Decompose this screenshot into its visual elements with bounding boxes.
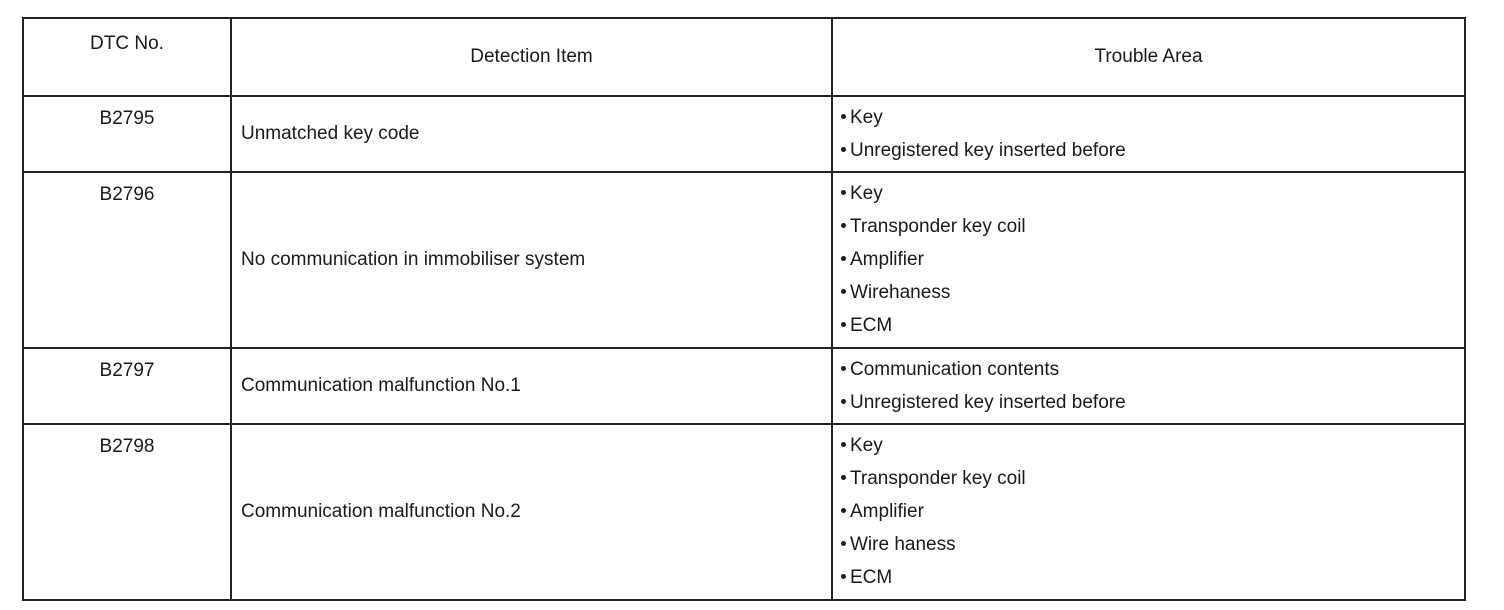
trouble-area-text: Transponder key coil [850,468,1026,489]
detection-item: Unmatched key code [231,96,832,172]
dtc-code: B2795 [23,96,231,172]
trouble-area-text: Communication contents [850,359,1060,380]
trouble-area [832,424,1465,600]
bullet-icon [841,223,846,228]
table-row [23,96,1465,172]
header-dtc-no: DTC No. [23,18,231,96]
dtc-code: B2798 [23,424,231,600]
bullet-icon [841,147,846,152]
trouble-area [832,348,1465,424]
trouble-area-item [841,181,1464,214]
trouble-area-item [841,138,1464,171]
detection-item: Communication malfunction No.1 [231,348,832,424]
trouble-area-item [841,499,1464,532]
trouble-area [832,96,1465,172]
trouble-area [832,172,1465,348]
dtc-code: B2797 [23,348,231,424]
bullet-icon [841,475,846,480]
trouble-area-item [841,247,1464,280]
trouble-area-text: Amplifier [850,249,924,270]
trouble-area-item [841,214,1464,247]
trouble-area-text: Unregistered key inserted before [850,140,1126,161]
trouble-area-item [841,313,1464,346]
dtc-table [22,17,1466,601]
trouble-area-text: ECM [850,315,893,336]
bullet-icon [841,114,846,119]
trouble-area-item [841,565,1464,598]
bullet-icon [841,289,846,294]
trouble-area-item [841,433,1464,466]
detection-item: No communication in immobiliser system [231,172,832,348]
header-detection-item: Detection Item [231,18,832,96]
trouble-area-item [841,390,1464,423]
table-header-row [23,18,1465,96]
bullet-icon [841,541,846,546]
bullet-icon [841,366,846,371]
trouble-area-text: Wirehaness [850,282,951,303]
bullet-icon [841,322,846,327]
bullet-icon [841,399,846,404]
trouble-area-list [841,105,1464,171]
trouble-area-text: Key [850,435,883,456]
bullet-icon [841,190,846,195]
trouble-area-item [841,280,1464,313]
trouble-area-text: Key [850,183,883,204]
trouble-area-item [841,105,1464,138]
trouble-area-list [841,357,1464,423]
bullet-icon [841,508,846,513]
trouble-area-item [841,532,1464,565]
table-row [23,172,1465,348]
bullet-icon [841,442,846,447]
detection-item: Communication malfunction No.2 [231,424,832,600]
dtc-code: B2796 [23,172,231,348]
trouble-area-list [841,181,1464,346]
trouble-area-list [841,433,1464,598]
table-row [23,348,1465,424]
trouble-area-text: Amplifier [850,501,924,522]
header-trouble-area: Trouble Area [832,18,1465,96]
table-row [23,424,1465,600]
trouble-area-text: Wire haness [850,534,956,555]
trouble-area-text: Unregistered key inserted before [850,392,1126,413]
trouble-area-text: Key [850,107,883,128]
trouble-area-text: Transponder key coil [850,216,1026,237]
trouble-area-item [841,466,1464,499]
bullet-icon [841,574,846,579]
bullet-icon [841,256,846,261]
trouble-area-text: ECM [850,567,893,588]
trouble-area-item [841,357,1464,390]
